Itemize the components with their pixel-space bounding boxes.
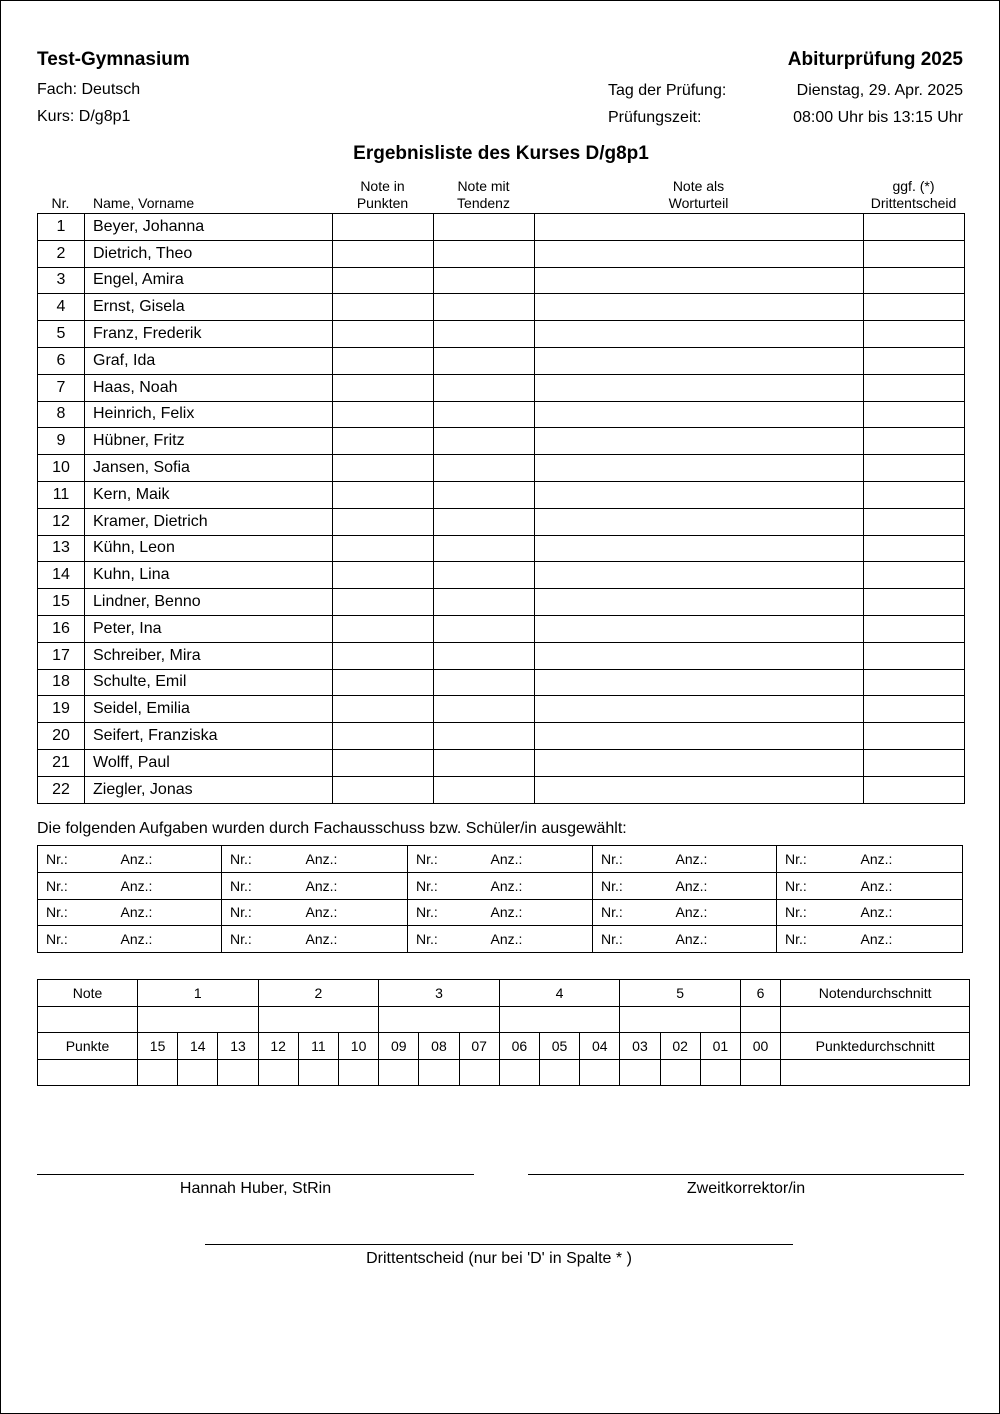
student-row — [38, 669, 965, 696]
student-name: Beyer, Johanna — [85, 214, 333, 241]
tendency-cell[interactable] — [434, 374, 535, 401]
tendency-cell[interactable] — [434, 455, 535, 482]
task-count-field[interactable]: Anz.: — [861, 926, 963, 953]
second-corrector-signature-line — [528, 1174, 964, 1175]
points-count-cell[interactable] — [700, 1059, 740, 1086]
points-value: 14 — [178, 1033, 218, 1060]
grade-average-cell[interactable] — [781, 1006, 970, 1033]
third-decision-signature-line — [205, 1244, 793, 1245]
student-row — [38, 428, 965, 455]
points-cell[interactable] — [333, 776, 434, 803]
points-cell[interactable] — [333, 374, 434, 401]
verbal-cell[interactable] — [535, 669, 864, 696]
exam-time-value: 08:00 Uhr bis 13:15 Uhr — [793, 109, 963, 126]
points-average-cell[interactable] — [781, 1059, 970, 1086]
student-nr: 13 — [38, 535, 85, 562]
verbal-cell[interactable] — [535, 589, 864, 616]
student-name: Graf, Ida — [85, 347, 333, 374]
third-decision-cell[interactable] — [864, 240, 965, 267]
third-decision-cell[interactable] — [864, 321, 965, 348]
third-decision-cell[interactable] — [864, 374, 965, 401]
col-header-third-line1: ggf. (*) — [892, 178, 935, 194]
task-row — [38, 899, 963, 926]
task-nr-field[interactable]: Nr.: — [408, 872, 491, 899]
tendency-cell[interactable] — [434, 749, 535, 776]
exam-title: Abiturprüfung 2025 — [787, 49, 963, 70]
third-decision-cell[interactable] — [864, 535, 965, 562]
points-cell[interactable] — [333, 749, 434, 776]
student-name: Hübner, Fritz — [85, 428, 333, 455]
student-row — [38, 294, 965, 321]
verbal-cell[interactable] — [535, 240, 864, 267]
student-nr: 16 — [38, 615, 85, 642]
tendency-cell[interactable] — [434, 535, 535, 562]
verbal-cell[interactable] — [535, 615, 864, 642]
student-nr: 2 — [38, 240, 85, 267]
tendency-cell[interactable] — [434, 428, 535, 455]
average-label: Punktedurchschnitt — [781, 1033, 970, 1060]
student-name: Peter, Ina — [85, 615, 333, 642]
student-row — [38, 321, 965, 348]
points-cell[interactable] — [333, 481, 434, 508]
third-decision-cell[interactable] — [864, 428, 965, 455]
points-count-cell[interactable] — [660, 1059, 700, 1086]
third-decision-cell[interactable] — [864, 267, 965, 294]
verbal-cell[interactable] — [535, 321, 864, 348]
student-nr: 11 — [38, 481, 85, 508]
points-count-cell[interactable] — [419, 1059, 459, 1086]
verbal-cell[interactable] — [535, 535, 864, 562]
points-count-cell[interactable] — [620, 1059, 660, 1086]
tendency-cell[interactable] — [434, 321, 535, 348]
student-row — [38, 749, 965, 776]
student-name: Kern, Maik — [85, 481, 333, 508]
verbal-cell[interactable] — [535, 749, 864, 776]
col-header-third — [863, 178, 964, 212]
student-name: Jansen, Sofia — [85, 455, 333, 482]
third-decision-cell[interactable] — [864, 401, 965, 428]
points-value: 15 — [138, 1033, 178, 1060]
tasks-body — [38, 846, 963, 953]
student-nr: 21 — [38, 749, 85, 776]
student-name: Kühn, Leon — [85, 535, 333, 562]
task-nr-field[interactable]: Nr.: — [408, 926, 491, 953]
course: Kurs: D/g8p1 — [37, 108, 131, 125]
student-row — [38, 776, 965, 803]
points-value: 07 — [459, 1033, 499, 1060]
task-nr-field[interactable]: Nr.: — [38, 926, 121, 953]
tendency-cell[interactable] — [434, 401, 535, 428]
points-cell[interactable] — [333, 401, 434, 428]
task-count-field[interactable]: Anz.: — [676, 926, 777, 953]
row-label: Punkte — [38, 1033, 138, 1060]
subject: Fach: Deutsch — [37, 81, 141, 98]
student-name: Kramer, Dietrich — [85, 508, 333, 535]
third-decision-cell[interactable] — [864, 589, 965, 616]
grade-value: 3 — [379, 980, 500, 1007]
col-header-tendency-line1: Note mit — [457, 178, 510, 194]
student-row — [38, 374, 965, 401]
third-decision-cell[interactable] — [864, 723, 965, 750]
grades-body — [38, 980, 970, 1086]
task-nr-field[interactable]: Nr.: — [593, 926, 676, 953]
tendency-cell[interactable] — [434, 214, 535, 241]
third-decision-cell[interactable] — [864, 776, 965, 803]
task-count-field[interactable]: Anz.: — [676, 872, 777, 899]
grade-count-cell[interactable] — [258, 1006, 379, 1033]
tendency-cell[interactable] — [434, 669, 535, 696]
points-count-cell[interactable] — [258, 1059, 298, 1086]
student-name: Ziegler, Jonas — [85, 776, 333, 803]
task-count-field[interactable]: Anz.: — [491, 926, 593, 953]
points-cell[interactable] — [333, 615, 434, 642]
col-header-points-line1: Note in — [360, 178, 405, 194]
empty-label-cell — [38, 1006, 138, 1033]
task-row — [38, 872, 963, 899]
col-header-verbal-line1: Note als — [672, 178, 725, 194]
exam-time-label: Prüfungszeit: — [608, 109, 702, 126]
student-nr: 9 — [38, 428, 85, 455]
student-nr: 19 — [38, 696, 85, 723]
student-row — [38, 508, 965, 535]
task-nr-field[interactable]: Nr.: — [222, 846, 306, 873]
points-value: 08 — [419, 1033, 459, 1060]
task-count-field[interactable]: Anz.: — [861, 899, 963, 926]
task-nr-field[interactable]: Nr.: — [222, 926, 306, 953]
col-header-tendency-line2: Tendenz — [457, 195, 510, 211]
third-decision-cell[interactable] — [864, 347, 965, 374]
student-name: Schulte, Emil — [85, 669, 333, 696]
verbal-cell[interactable] — [535, 374, 864, 401]
task-row — [38, 926, 963, 953]
student-nr: 3 — [38, 267, 85, 294]
tendency-cell[interactable] — [434, 776, 535, 803]
task-count-field[interactable]: Anz.: — [121, 899, 222, 926]
student-nr: 22 — [38, 776, 85, 803]
points-count-cell[interactable] — [459, 1059, 499, 1086]
student-nr: 8 — [38, 401, 85, 428]
verbal-cell[interactable] — [535, 481, 864, 508]
student-name: Ernst, Gisela — [85, 294, 333, 321]
points-cell[interactable] — [333, 455, 434, 482]
student-name: Haas, Noah — [85, 374, 333, 401]
verbal-cell[interactable] — [535, 508, 864, 535]
task-nr-field[interactable]: Nr.: — [593, 846, 676, 873]
points-count-cell[interactable] — [740, 1059, 780, 1086]
points-count-cell[interactable] — [499, 1059, 539, 1086]
task-count-field[interactable]: Anz.: — [676, 899, 777, 926]
student-row — [38, 267, 965, 294]
points-value: 12 — [258, 1033, 298, 1060]
points-cell[interactable] — [333, 696, 434, 723]
task-nr-field[interactable]: Nr.: — [38, 846, 121, 873]
third-decision-label: Drittentscheid (nur bei 'D' in Spalte * ) — [366, 1250, 632, 1267]
task-count-field[interactable]: Anz.: — [306, 846, 408, 873]
task-row — [38, 846, 963, 873]
tendency-cell[interactable] — [434, 347, 535, 374]
student-row — [38, 589, 965, 616]
exam-day-value: Dienstag, 29. Apr. 2025 — [796, 82, 963, 99]
tendency-cell[interactable] — [434, 615, 535, 642]
points-cell[interactable] — [333, 214, 434, 241]
student-row — [38, 696, 965, 723]
task-nr-field[interactable]: Nr.: — [38, 872, 121, 899]
points-cell[interactable] — [333, 669, 434, 696]
col-header-name: Name, Vorname — [93, 195, 195, 211]
points-count-row — [38, 1059, 970, 1086]
points-cell[interactable] — [333, 347, 434, 374]
points-value: 10 — [338, 1033, 378, 1060]
student-name: Wolff, Paul — [85, 749, 333, 776]
student-nr: 1 — [38, 214, 85, 241]
verbal-cell[interactable] — [535, 776, 864, 803]
col-header-verbal-line2: Worturteil — [668, 195, 729, 211]
points-count-cell[interactable] — [298, 1059, 338, 1086]
task-count-field[interactable]: Anz.: — [306, 899, 408, 926]
tasks-table — [37, 845, 963, 953]
points-value: 13 — [218, 1033, 258, 1060]
school-name: Test-Gymnasium — [37, 49, 190, 70]
student-row — [38, 535, 965, 562]
task-count-field[interactable]: Anz.: — [491, 872, 593, 899]
third-decision-cell[interactable] — [864, 214, 965, 241]
student-row — [38, 214, 965, 241]
row-label: Note — [38, 980, 138, 1007]
third-decision-cell[interactable] — [864, 508, 965, 535]
grade-label-row — [38, 1033, 970, 1060]
task-count-field[interactable]: Anz.: — [861, 846, 963, 873]
verbal-cell[interactable] — [535, 401, 864, 428]
grade-distribution-table — [37, 979, 970, 1086]
list-title: Ergebnisliste des Kurses D/g8p1 — [353, 143, 649, 164]
student-nr: 15 — [38, 589, 85, 616]
verbal-cell[interactable] — [535, 214, 864, 241]
second-corrector-label: Zweitkorrektor/in — [686, 1180, 806, 1197]
student-name: Seifert, Franziska — [85, 723, 333, 750]
student-row — [38, 723, 965, 750]
task-count-field[interactable]: Anz.: — [121, 846, 222, 873]
task-nr-field[interactable]: Nr.: — [222, 872, 306, 899]
task-count-field[interactable]: Anz.: — [861, 872, 963, 899]
grade-label-row — [38, 980, 970, 1007]
grade-value: 4 — [499, 980, 620, 1007]
tendency-cell[interactable] — [434, 481, 535, 508]
student-nr: 18 — [38, 669, 85, 696]
verbal-cell[interactable] — [535, 455, 864, 482]
tasks-intro: Die folgenden Aufgaben wurden durch Fachausschuss bzw. Schüler/in ausgewählt: — [37, 820, 627, 837]
grade-count-cell[interactable] — [620, 1006, 741, 1033]
average-label: Notendurchschnitt — [781, 980, 970, 1007]
verbal-cell[interactable] — [535, 696, 864, 723]
task-count-field[interactable]: Anz.: — [676, 846, 777, 873]
student-row — [38, 615, 965, 642]
student-name: Lindner, Benno — [85, 589, 333, 616]
task-nr-field[interactable]: Nr.: — [593, 872, 676, 899]
verbal-cell[interactable] — [535, 428, 864, 455]
student-nr: 10 — [38, 455, 85, 482]
points-count-cell[interactable] — [218, 1059, 258, 1086]
student-nr: 14 — [38, 562, 85, 589]
points-cell[interactable] — [333, 562, 434, 589]
col-header-points-line2: Punkten — [356, 195, 409, 211]
points-value: 06 — [499, 1033, 539, 1060]
tendency-cell[interactable] — [434, 240, 535, 267]
col-header-nr: Nr. — [51, 195, 70, 211]
tendency-cell[interactable] — [434, 294, 535, 321]
grade-value: 6 — [740, 980, 780, 1007]
task-nr-field[interactable]: Nr.: — [408, 899, 491, 926]
points-count-cell[interactable] — [178, 1059, 218, 1086]
col-header-third-line2: Drittentscheid — [870, 195, 957, 211]
verbal-cell[interactable] — [535, 562, 864, 589]
student-name: Kuhn, Lina — [85, 562, 333, 589]
points-value: 00 — [740, 1033, 780, 1060]
tendency-cell[interactable] — [434, 723, 535, 750]
student-row — [38, 347, 965, 374]
points-value: 04 — [580, 1033, 620, 1060]
student-row — [38, 240, 965, 267]
third-decision-cell[interactable] — [864, 615, 965, 642]
tendency-cell[interactable] — [434, 267, 535, 294]
points-count-cell[interactable] — [338, 1059, 378, 1086]
points-value: 05 — [539, 1033, 579, 1060]
student-name: Dietrich, Theo — [85, 240, 333, 267]
points-count-cell[interactable] — [539, 1059, 579, 1086]
third-decision-cell[interactable] — [864, 696, 965, 723]
verbal-cell[interactable] — [535, 294, 864, 321]
tendency-cell[interactable] — [434, 642, 535, 669]
verbal-cell[interactable] — [535, 723, 864, 750]
points-count-cell[interactable] — [379, 1059, 419, 1086]
col-header-verbal — [534, 178, 863, 212]
points-value: 02 — [660, 1033, 700, 1060]
points-cell[interactable] — [333, 723, 434, 750]
student-row — [38, 455, 965, 482]
verbal-cell[interactable] — [535, 267, 864, 294]
grade-count-row — [38, 1006, 970, 1033]
student-name: Franz, Frederik — [85, 321, 333, 348]
task-count-field[interactable]: Anz.: — [491, 846, 593, 873]
verbal-cell[interactable] — [535, 642, 864, 669]
student-nr: 5 — [38, 321, 85, 348]
task-count-field[interactable]: Anz.: — [306, 926, 408, 953]
students-table — [37, 213, 965, 804]
points-cell[interactable] — [333, 240, 434, 267]
task-nr-field[interactable]: Nr.: — [777, 899, 861, 926]
tendency-cell[interactable] — [434, 562, 535, 589]
third-decision-cell[interactable] — [864, 642, 965, 669]
student-nr: 20 — [38, 723, 85, 750]
col-header-tendency — [433, 178, 534, 212]
col-header-points — [332, 178, 433, 212]
points-cell[interactable] — [333, 642, 434, 669]
points-cell[interactable] — [333, 321, 434, 348]
student-nr: 4 — [38, 294, 85, 321]
student-name: Heinrich, Felix — [85, 401, 333, 428]
student-nr: 12 — [38, 508, 85, 535]
students-body — [38, 214, 965, 804]
task-nr-field[interactable]: Nr.: — [408, 846, 491, 873]
task-nr-field[interactable]: Nr.: — [777, 846, 861, 873]
task-nr-field[interactable]: Nr.: — [222, 899, 306, 926]
grade-value: 5 — [620, 980, 741, 1007]
task-count-field[interactable]: Anz.: — [121, 926, 222, 953]
student-row — [38, 481, 965, 508]
tendency-cell[interactable] — [434, 589, 535, 616]
grade-value: 1 — [138, 980, 259, 1007]
third-decision-cell[interactable] — [864, 455, 965, 482]
task-count-field[interactable]: Anz.: — [306, 872, 408, 899]
first-corrector-name: Hannah Huber, StRin — [179, 1180, 332, 1197]
student-name: Seidel, Emilia — [85, 696, 333, 723]
third-decision-cell[interactable] — [864, 749, 965, 776]
points-cell[interactable] — [333, 589, 434, 616]
grade-count-cell[interactable] — [740, 1006, 780, 1033]
points-cell[interactable] — [333, 535, 434, 562]
task-count-field[interactable]: Anz.: — [491, 899, 593, 926]
third-decision-cell[interactable] — [864, 562, 965, 589]
student-row — [38, 401, 965, 428]
grade-value: 2 — [258, 980, 379, 1007]
third-decision-cell[interactable] — [864, 669, 965, 696]
task-nr-field[interactable]: Nr.: — [593, 899, 676, 926]
points-count-cell[interactable] — [138, 1059, 178, 1086]
grade-count-cell[interactable] — [379, 1006, 500, 1033]
task-count-field[interactable]: Anz.: — [121, 872, 222, 899]
student-name: Engel, Amira — [85, 267, 333, 294]
points-cell[interactable] — [333, 508, 434, 535]
points-value: 09 — [379, 1033, 419, 1060]
student-nr: 7 — [38, 374, 85, 401]
student-name: Schreiber, Mira — [85, 642, 333, 669]
verbal-cell[interactable] — [535, 347, 864, 374]
grade-count-cell[interactable] — [499, 1006, 620, 1033]
grade-count-cell[interactable] — [138, 1006, 259, 1033]
points-value: 03 — [620, 1033, 660, 1060]
points-cell[interactable] — [333, 428, 434, 455]
empty-label-cell — [38, 1059, 138, 1086]
points-value: 01 — [700, 1033, 740, 1060]
task-nr-field[interactable]: Nr.: — [777, 872, 861, 899]
task-nr-field[interactable]: Nr.: — [38, 899, 121, 926]
third-decision-cell[interactable] — [864, 481, 965, 508]
points-cell[interactable] — [333, 267, 434, 294]
tendency-cell[interactable] — [434, 696, 535, 723]
points-count-cell[interactable] — [580, 1059, 620, 1086]
points-cell[interactable] — [333, 294, 434, 321]
points-value: 11 — [298, 1033, 338, 1060]
tendency-cell[interactable] — [434, 508, 535, 535]
task-nr-field[interactable]: Nr.: — [777, 926, 861, 953]
third-decision-cell[interactable] — [864, 294, 965, 321]
student-row — [38, 562, 965, 589]
student-nr: 17 — [38, 642, 85, 669]
exam-day-label: Tag der Prüfung: — [608, 82, 727, 99]
first-corrector-signature-line — [37, 1174, 474, 1175]
student-nr: 6 — [38, 347, 85, 374]
student-row — [38, 642, 965, 669]
